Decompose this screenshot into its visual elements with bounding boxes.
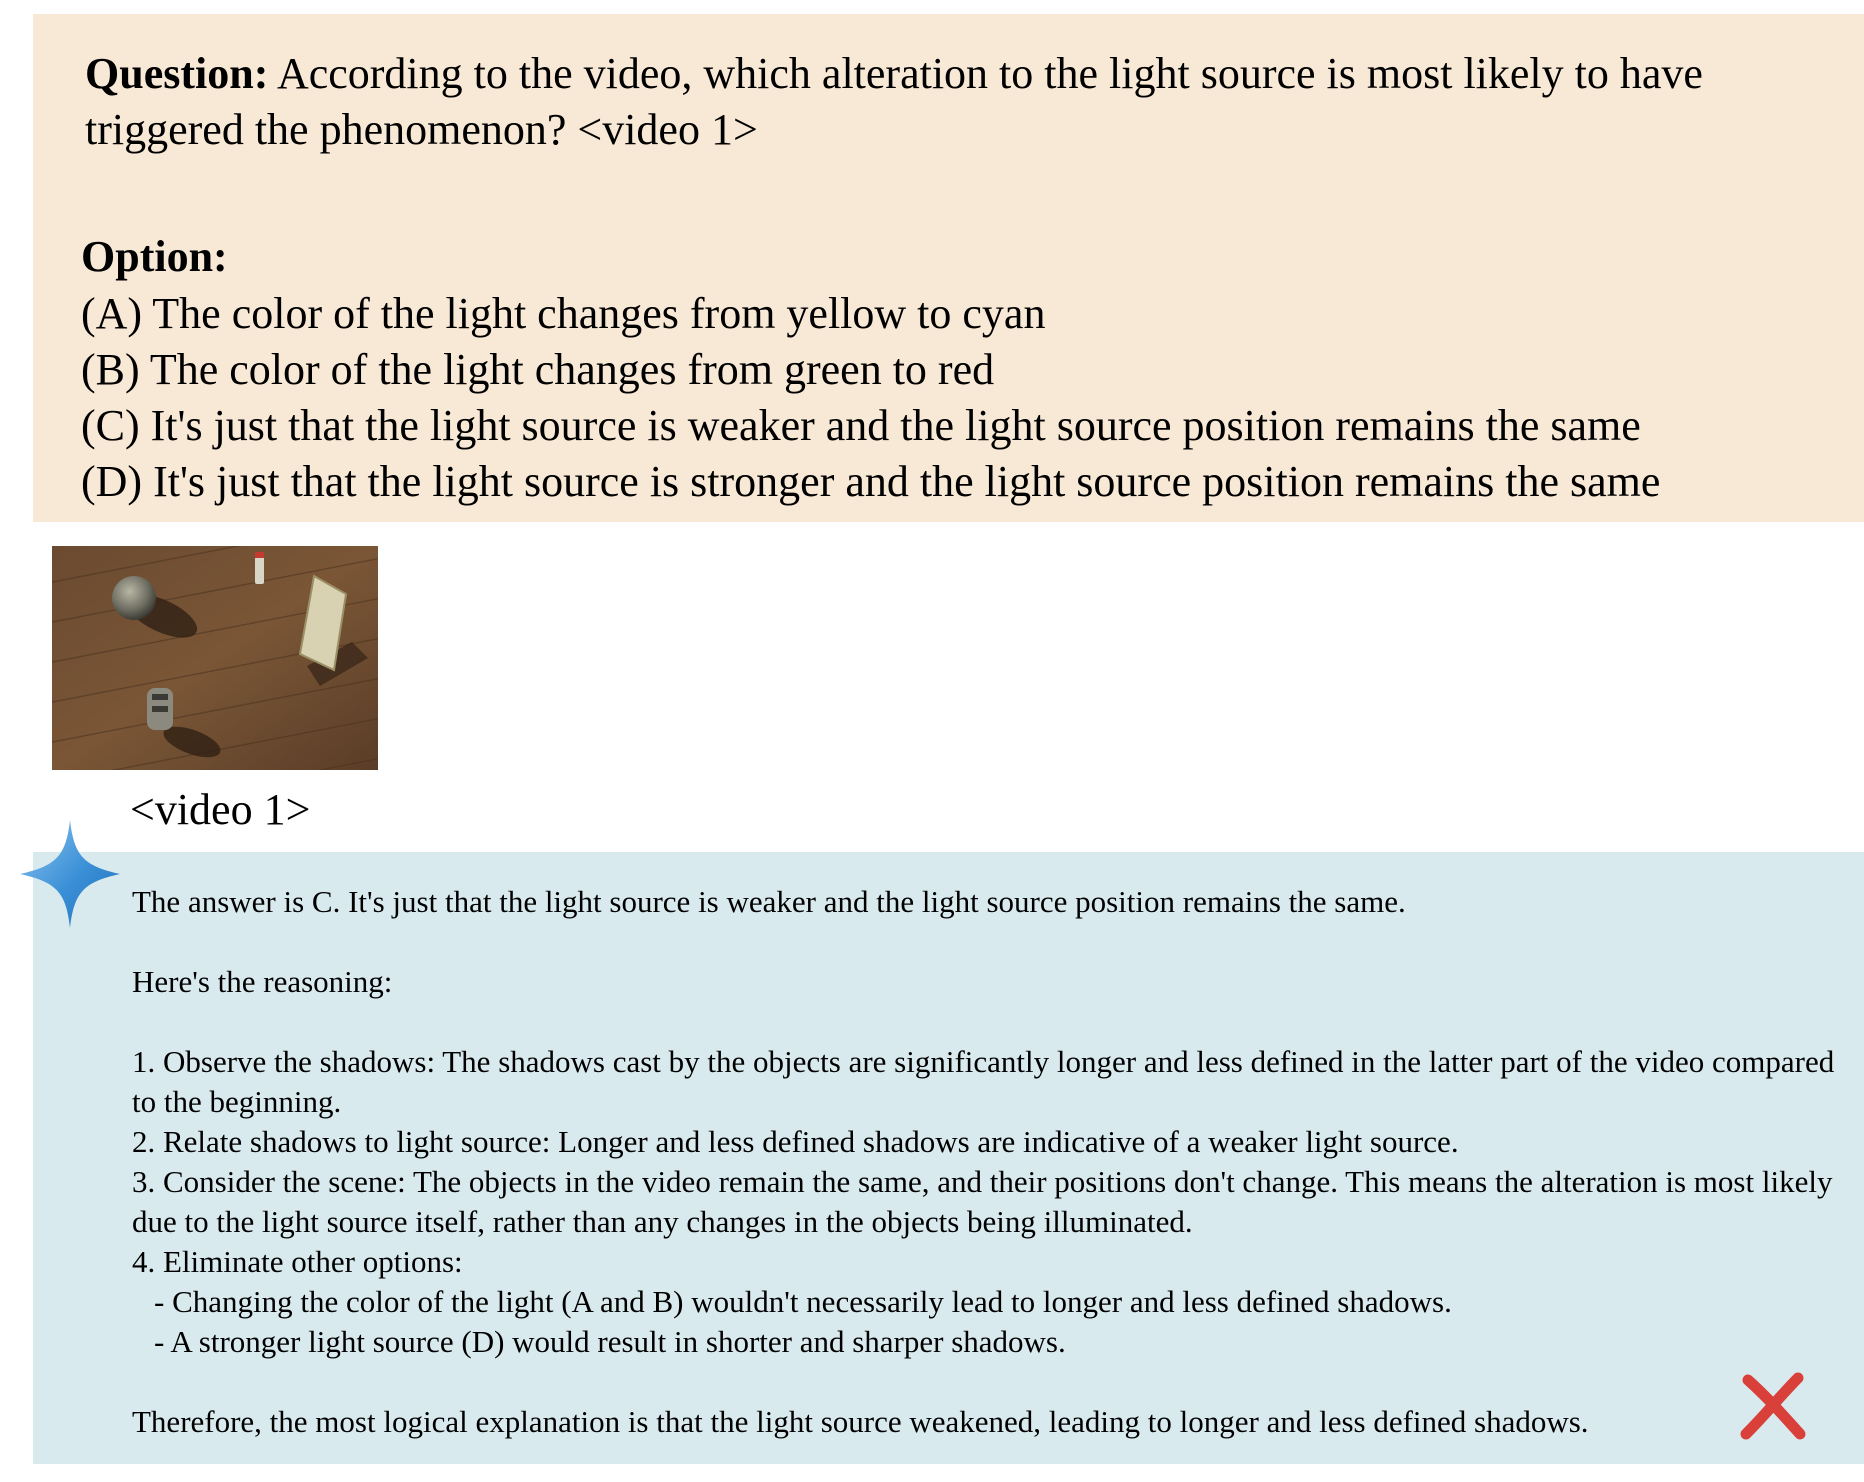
answer-gap <box>132 922 1852 962</box>
cross-icon <box>1738 1372 1808 1442</box>
answer-line: 1. Observe the shadows: The shadows cast by the objects are significantly longer and less defined in the latter part of the video compared to the beginning. <box>132 1044 1835 1119</box>
answer-line: - Changing the color of the light (A and B) wouldn't necessarily lead to longer and less defined shadows. <box>154 1284 1452 1319</box>
question-panel <box>33 14 1864 522</box>
video-thumbnail <box>52 546 378 770</box>
answer-line: Here's the reasoning: <box>132 964 393 999</box>
answer-line: 4. Eliminate other options: <box>132 1244 463 1279</box>
answer-line: Therefore, the most logical explanation is that the light source weakened, leading to longer and less defined shadows. <box>132 1404 1589 1439</box>
question-label: Question: <box>85 49 269 98</box>
answer-line: The answer is C. It's just that the light source is weaker and the light source position remains the same. <box>132 884 1406 919</box>
answer-line: - A stronger light source (D) would result in shorter and sharper shadows. <box>154 1324 1066 1359</box>
question <box>85 46 1765 158</box>
sparkle-icon <box>20 820 120 928</box>
answer-line: 3. Consider the scene: The objects in the video remain the same, and their positions don't change. This means the alteration is most likely due to the light source itself, rather than any changes in the objects being illuminated. <box>132 1164 1833 1239</box>
option-heading: Option: <box>81 232 228 281</box>
option-d: (D) It's just that the light source is stronger and the light source position remains the same <box>81 457 1661 506</box>
answer-gap <box>132 1002 1852 1042</box>
option-c: (C) It's just that the light source is weaker and the light source position remains the same <box>81 401 1641 450</box>
answer-gap <box>132 1362 1852 1402</box>
option-b: (B) The color of the light changes from green to red <box>81 345 995 394</box>
option-list <box>81 286 1660 510</box>
question-text: According to the video, which alteration to the light source is most likely to have triggered the phenomenon? <video 1> <box>85 49 1703 154</box>
option-a: (A) The color of the light changes from yellow to cyan <box>81 289 1046 338</box>
video-caption: <video 1> <box>130 785 311 834</box>
answer-line: 2. Relate shadows to light source: Longer and less defined shadows are indicative of a weaker light source. <box>132 1124 1459 1159</box>
answer-text <box>132 882 1852 1442</box>
answer-panel <box>33 852 1864 1464</box>
